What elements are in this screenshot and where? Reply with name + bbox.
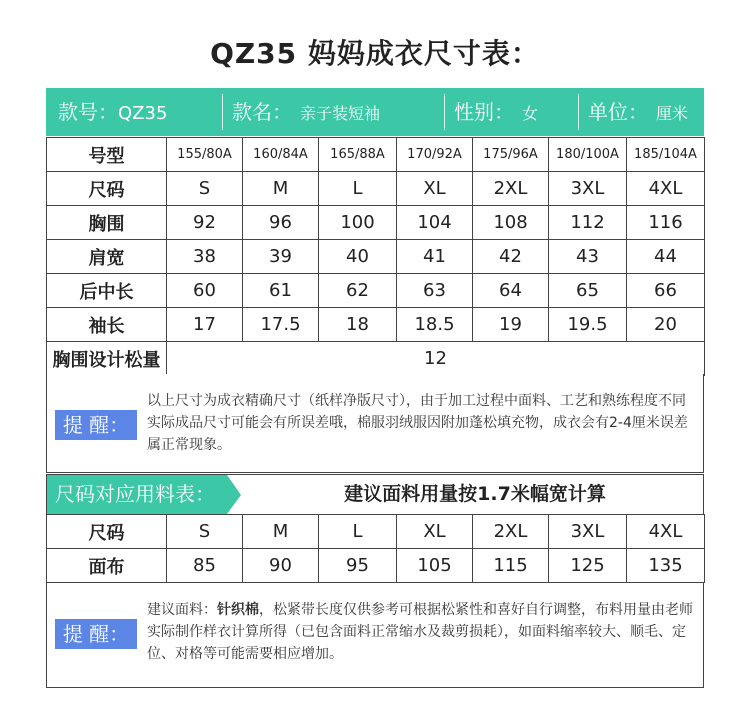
- table-cell: 165/88A: [319, 138, 397, 172]
- divider: [444, 94, 445, 130]
- table-cell: 44: [627, 240, 705, 274]
- fabric-usage-table: [46, 514, 705, 583]
- table-row: [47, 342, 705, 376]
- table-cell: 4XL: [627, 172, 705, 206]
- table-cell: 64: [473, 274, 549, 308]
- table-cell: 92: [167, 206, 243, 240]
- reminder-note-1: [46, 374, 704, 473]
- style-name-value: 亲子装短袖: [300, 104, 381, 123]
- table-cell: 3XL: [549, 172, 627, 206]
- table-cell: 96: [243, 206, 319, 240]
- table-cell: 112: [549, 206, 627, 240]
- fabric-usage-tag: 尺码对应用料表：: [47, 475, 227, 514]
- table-cell: 2XL: [473, 515, 549, 549]
- table-cell: S: [167, 515, 243, 549]
- table-cell: 18.5: [397, 308, 473, 342]
- table-cell: 39: [243, 240, 319, 274]
- table-cell: 104: [397, 206, 473, 240]
- table-cell: 17: [167, 308, 243, 342]
- table-cell: 85: [167, 549, 243, 583]
- row-label: 尺码: [47, 515, 167, 549]
- table-cell: XL: [397, 172, 473, 206]
- row-label: 胸围设计松量: [47, 342, 167, 376]
- style-number-value: QZ35: [118, 103, 168, 124]
- table-cell: 42: [473, 240, 549, 274]
- table-cell: 100: [319, 206, 397, 240]
- reminder-badge: 提 醒：: [55, 410, 137, 440]
- table-cell: S: [167, 172, 243, 206]
- table-cell: 41: [397, 240, 473, 274]
- table-cell: 105: [397, 549, 473, 583]
- table-cell: 185/104A: [627, 138, 705, 172]
- size-table: [46, 137, 705, 376]
- fabric-usage-headline: 建议面料用量按1.7米幅宽计算: [344, 483, 606, 505]
- table-cell: 17.5: [243, 308, 319, 342]
- table-cell: 61: [243, 274, 319, 308]
- divider: [578, 94, 579, 130]
- table-cell: 65: [549, 274, 627, 308]
- table-cell: 108: [473, 206, 549, 240]
- table-cell: 175/96A: [473, 138, 549, 172]
- table-cell: 135: [627, 549, 705, 583]
- table-cell: 90: [243, 549, 319, 583]
- divider: [222, 94, 223, 130]
- table-cell: 66: [627, 274, 705, 308]
- table-cell: 95: [319, 549, 397, 583]
- table-cell: M: [243, 515, 319, 549]
- reminder-text: [147, 599, 693, 665]
- table-cell: 20: [627, 308, 705, 342]
- page-title: QZ35 妈妈成衣尺寸表：: [210, 37, 540, 70]
- row-label: 胸围: [47, 206, 167, 240]
- style-number-label: 款号：: [58, 100, 118, 124]
- table-row: [47, 274, 705, 308]
- table-row: [47, 515, 705, 549]
- reminder-badge: 提 醒：: [55, 619, 137, 649]
- table-cell: 2XL: [473, 172, 549, 206]
- table-cell: L: [319, 172, 397, 206]
- style-name: [232, 88, 380, 136]
- style-name-label: 款名：: [232, 100, 292, 124]
- table-cell: 60: [167, 274, 243, 308]
- table-cell: 4XL: [627, 515, 705, 549]
- row-label: 袖长: [47, 308, 167, 342]
- row-label: 号型: [47, 138, 167, 172]
- table-row: [47, 549, 705, 583]
- table-cell: 63: [397, 274, 473, 308]
- table-cell: 170/92A: [397, 138, 473, 172]
- table-row: [47, 308, 705, 342]
- table-row: [47, 172, 705, 206]
- table-cell: 115: [473, 549, 549, 583]
- table-cell: 40: [319, 240, 397, 274]
- unit-label: 单位：: [588, 100, 648, 124]
- fabric-usage-header: [46, 474, 704, 514]
- table-cell: 19: [473, 308, 549, 342]
- fabric-type: 针织棉: [217, 602, 259, 618]
- row-label: 面布: [47, 549, 167, 583]
- row-label: 肩宽: [47, 240, 167, 274]
- table-cell: 155/80A: [167, 138, 243, 172]
- reminder-text: 以上尺寸为成衣精确尺寸（纸样净版尺寸），由于加工过程中面料、工艺和熟练程度不同实际成品尺寸可能会有所误差哦，棉服羽绒服因附加蓬松填充物，成衣会有2-4厘米误差属正常现象。: [147, 393, 688, 453]
- table-cell: 38: [167, 240, 243, 274]
- table-cell: 116: [627, 206, 705, 240]
- table-cell: 43: [549, 240, 627, 274]
- table-row: [47, 138, 705, 172]
- row-label: 后中长: [47, 274, 167, 308]
- table-row: [47, 206, 705, 240]
- table-cell: 180/100A: [549, 138, 627, 172]
- table-cell: M: [243, 172, 319, 206]
- fabric-prefix: 建议面料：: [147, 602, 217, 618]
- unit: [588, 88, 688, 136]
- table-cell: 19.5: [549, 308, 627, 342]
- table-cell: 62: [319, 274, 397, 308]
- gender-value: 女: [522, 104, 539, 123]
- table-cell: 18: [319, 308, 397, 342]
- gender-label: 性别：: [454, 100, 514, 124]
- table-cell: 125: [549, 549, 627, 583]
- style-number: [58, 88, 167, 136]
- product-header: [46, 88, 704, 136]
- table-cell: L: [319, 515, 397, 549]
- table-cell: 12: [167, 342, 705, 376]
- gender: [454, 88, 538, 136]
- table-row: [47, 240, 705, 274]
- reminder-body: ，松紧带长度仅供参考可根据松紧性和喜好自行调整，布料用量由老师实际制作样衣计算所得（已包含面料正常缩水及裁剪损耗），如面料缩率较大、顺毛、定位、对格等可能需要相应增加。: [147, 602, 693, 662]
- table-cell: 3XL: [549, 515, 627, 549]
- reminder-note-2: [46, 583, 704, 688]
- row-label: 尺码: [47, 172, 167, 206]
- table-cell: XL: [397, 515, 473, 549]
- unit-value: 厘米: [656, 104, 689, 123]
- table-cell: 160/84A: [243, 138, 319, 172]
